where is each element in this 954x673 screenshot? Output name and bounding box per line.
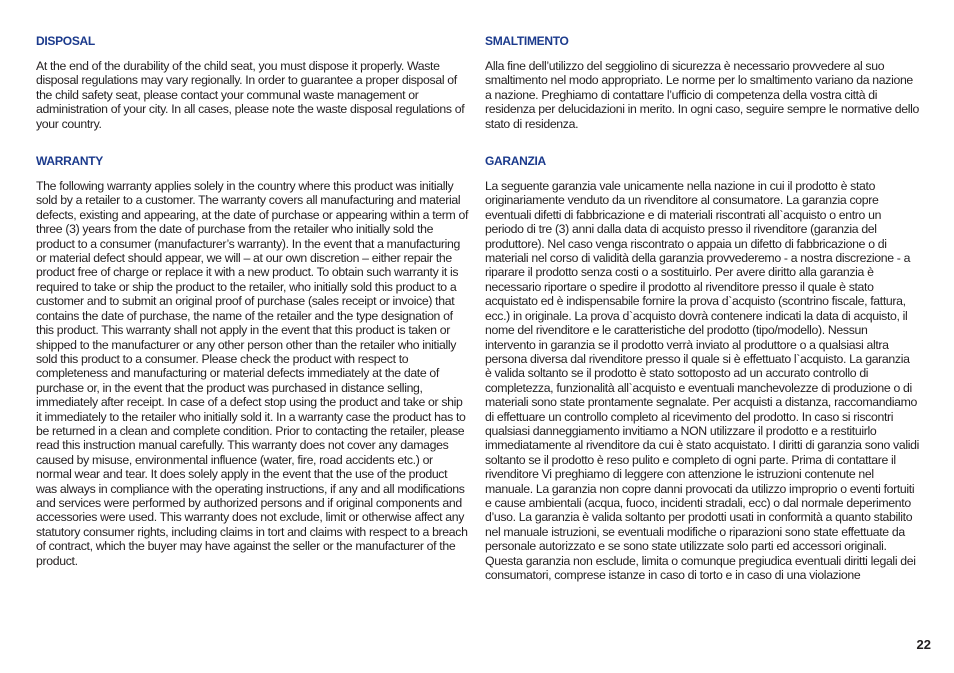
warranty-text: The following warranty applies solely in the country where this product was initially sold by a retailer to a customer. The warranty covers all manufacturing and material defects, existing and appearing, at the date of purchase or appearing within a term of three (3) years from the date of purchase from the retailer who initially sold the product to a consumer (manufacturer’s warranty). In the event that a manufacturing or material defect should appear, we will – at our own discretion – either repair the product free of charge or replace it with a new product. To obtain such warranty it is required to take or ship the product to the retailer, who initially sold this product to a customer and to submit an original proof of purchase (sales receipt or invoice) that contains the date of purchase, the name of the retailer and the type designation of this product. This warranty shall not apply in the event that this product is taken or shipped to the manufacturer or any other person other than the retailer who initially sold this product to a consumer. Please check the product with respect to completeness and manufacturing or material defects immediately at the date of purchase or, in the event that the product was purchased in distance selling, immediately after receipt. In case of a defect stop using the product and take or ship it immediately to the retailer who initially sold it. In a warranty case the product has to be returned in a clean and complete condition. Prior to contacting the retailer, please read this instruction manual carefully. This warranty does not cover any damages caused by misuse, environmental influence (water, fire, road accidents etc.) or normal wear and tear. It does solely apply in the event that the use of the product was always in compliance with the operating instructions, if any and all modifications and services were performed by authorized persons and if original components and accessories were used. This warranty does not exclude, limit or otherwise affect any statutory consumer rights, including claims in tort and claims with respect to a breach of contract, which the buyer may have against the seller or the manufacturer of the product. — [36, 179, 469, 568]
garanzia-text: La seguente garanzia vale unicamente nella nazione in cui il prodotto è stato originariamente venduto da un rivenditore al consumatore. La garanzia copre eventuali difetti di fabbricazione e di materiali riscontrati all`acquisto o entro un periodo di tre (3) anni dalla data di acquisto presso il rivenditore (garanzia del produttore). Nel caso venga riscontrato o appaia un difetto di fabbricazione o di materiali nel corso di validità della garanzia provvederemo - a nostra discrezione - a riparare il prodotto senza costi o a sostituirlo. Per avere diritto alla garanzia è necessario riportare o spedire il prodotto al rivenditore presso il quale è stato acquistato ed è indispensabile fornire la prova d`acquisto (scontrino fiscale, fattura, ecc.) in originale. La prova d`acquisto dovrà contenere indicati la data di acquisto, il nome del rivenditore e le caratteristiche del prodotto (tipo/modello). Nessun intervento in garanzia se il prodotto verrà inviato al produttore o a qualsiasi altra persona diversa dal rivenditore presso il quale si è effettuato l`acquisto. La garanzia è valida soltanto se il prodotto è stato sottoposto ad un accurato controllo di completezza, funzionalità all`acquisto e eventuali manchevolezze di produzione o di materiali sono state prontamente segnalate. Per acquisti a distanza, raccomandiamo di effettuare un controllo completo al ricevimento del prodotto. In caso si riscontri qualsiasi danneggiamento invitiamo a NON utilizzare il prodotto e a restituirlo immediatamente al rivenditore da cui è stato acquistato. I diritti di garanzia sono validi soltanto se il prodotto è reso pulito e completo di ogni parte. Prima di contattare il rivenditore Vi preghiamo di leggere con attenzione le istruzioni contenute nel manuale. La garanzia non copre danni provocati da utilizzo improprio o eventi fortuiti e cause ambientali (acqua, fuoco, incidenti stradali, ecc) o dal normale deperimento d’uso. La garanzia è valida soltanto per prodotti usati in conformità a quanto stabilito nel manuale istruzioni, se eventuali modifiche o riparazioni sono state effettuate da personale autorizzato e se sono state utilizzate solo parti ed accessori originali. Questa garanzia non esclude, limita o comunque pregiudica eventuali diritti legali dei consumatori, comprese istanze in caso di torto e in caso di una violazione — [485, 179, 919, 582]
disposal-heading: DISPOSAL — [36, 34, 95, 48]
disposal-text: At the end of the durability of the child seat, you must dispose it properly. Waste disposal regulations may vary regionally. In order to guarantee a proper disposal of the child safety seat, please contact your communal waste management or administration of your city. In all cases, please note the waste disposal regulations of your country. — [36, 59, 465, 131]
smaltimento-text: Alla fine dell’utilizzo del seggiolino di sicurezza è necessario provvedere al suo smaltimento nel modo appropriato. Le norme per lo smaltimento variano da nazione a nazione. Preghiamo di contattare l’ufficio di competenza della vostra città di residenza per delucidazioni in merito. In ogni caso, seguire sempre le normative dello stato di residenza. — [485, 59, 920, 131]
warranty-heading: WARRANTY — [36, 154, 103, 169]
garanzia-heading: GARANZIA — [485, 154, 546, 169]
english-column — [36, 33, 470, 590]
smaltimento-heading: SMALTIMENTO — [485, 34, 569, 48]
italian-column — [485, 33, 919, 604]
page-number: 22 — [916, 637, 931, 652]
